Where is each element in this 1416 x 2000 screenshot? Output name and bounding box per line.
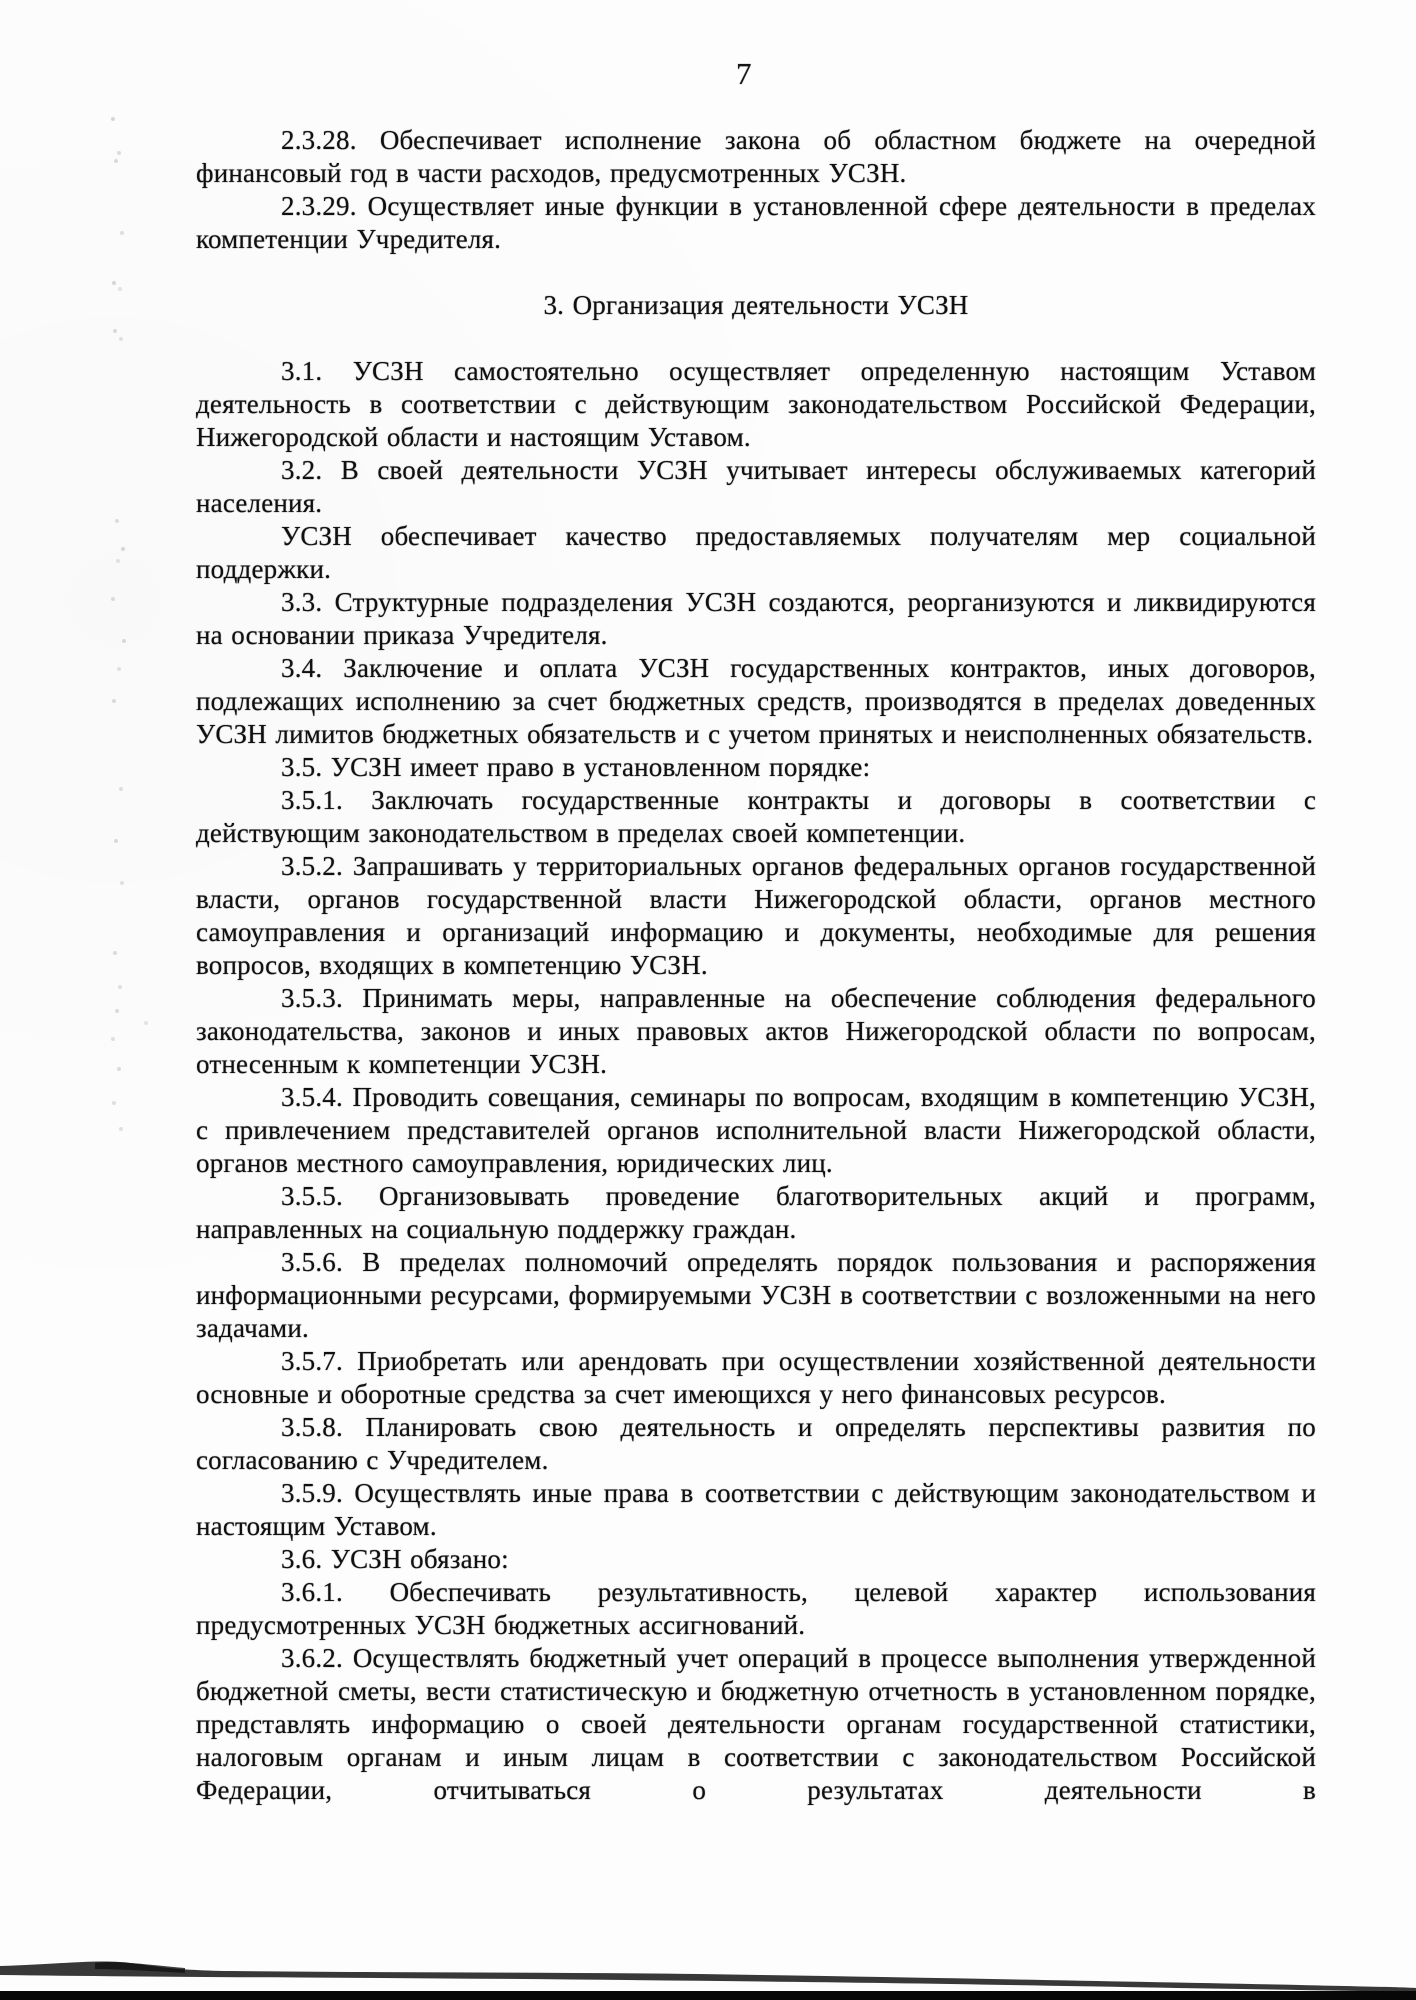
paragraph: 3.5.7. Приобретать или арендовать при осуществлении хозяйственной деятельности основные и оборотные средства за счет имеющихся у него финансовых ресурсов. — [196, 1346, 1316, 1409]
paragraph: 3.4. Заключение и оплата УСЗН государственных контрактов, иных договоров, подлежащих исполнению за счет бюджетных средств, производятся в пределах доведенных УСЗН лимитов бюджетных обязательств и с учетом принятых и неисполненных обязательств. — [196, 653, 1316, 749]
paragraph: 3.3. Структурные подразделения УСЗН создаются, реорганизуются и ликвидируются на основании приказа Учредителя. — [196, 587, 1316, 650]
scan-artifact-bottom-band — [0, 1956, 1416, 2000]
paragraph: 3.2. В своей деятельности УСЗН учитывает интересы обслуживаемых категорий населения. — [196, 455, 1316, 518]
document-body — [196, 124, 1316, 1807]
scan-artifact-streak — [0, 1961, 1416, 1992]
paragraph: 3.5.8. Планировать свою деятельность и определять перспективы развития по согласованию с Учредителем. — [196, 1412, 1316, 1475]
paragraph: 3.5.5. Организовывать проведение благотворительных акций и программ, направленных на социальную поддержку граждан. — [196, 1181, 1316, 1244]
scan-artifact-black-bar — [0, 1991, 1416, 2000]
paragraph: 2.3.28. Обеспечивает исполнение закона об областном бюджете на очередной финансовый год в части расходов, предусмотренных УСЗН. — [196, 125, 1316, 188]
paragraph: 3.5.9. Осуществлять иные права в соответствии с действующим законодательством и настоящим Уставом. — [196, 1478, 1316, 1541]
paragraph: 3.6. УСЗН обязано: — [281, 1544, 509, 1574]
paragraph: 3.6.1. Обеспечивать результативность, целевой характер использования предусмотренных УСЗН бюджетных ассигнований. — [196, 1577, 1316, 1640]
paragraph: 2.3.29. Осуществляет иные функции в установленной сфере деятельности в пределах компетенции Учредителя. — [196, 191, 1316, 254]
paragraph: 3.5.2. Запрашивать у территориальных органов федеральных органов государственной власти, органов государственной власти Нижегородской области, органов местного самоуправления и организаций информацию и документы, необходимые для решения вопросов, входящих в компетенцию УСЗН. — [196, 851, 1316, 980]
paragraph: 3.5.6. В пределах полномочий определять порядок пользования и распоряжения информационными ресурсами, формируемыми УСЗН в соответствии с возложенными на него задачами. — [196, 1247, 1316, 1343]
section-heading: 3. Организация деятельности УСЗН — [543, 290, 969, 320]
scan-noise-speckles — [0, 0, 2, 2]
paragraph: 3.5.3. Принимать меры, направленные на обеспечение соблюдения федерального законодательства, законов и иных правовых актов Нижегородской области по вопросам, отнесенным к компетенции УСЗН. — [196, 983, 1316, 1079]
paragraph: 3.5.4. Проводить совещания, семинары по вопросам, входящим в компетенцию УСЗН, с привлечением представителей органов исполнительной власти Нижегородской области, органов местного самоуправления, юридических лиц. — [196, 1082, 1316, 1178]
page-number: 7 — [736, 56, 752, 91]
paragraph: 3.1. УСЗН самостоятельно осуществляет определенную настоящим Уставом деятельность в соответствии с действующим законодательством Российской Федерации, Нижегородской области и настоящим Уставом. — [196, 356, 1316, 452]
paragraph: 3.5.1. Заключать государственные контракты и договоры в соответствии с действующим законодательством в пределах своей компетенции. — [196, 785, 1316, 848]
paragraph: 3.6.2. Осуществлять бюджетный учет операций в процессе выполнения утвержденной бюджетной сметы, вести статистическую и бюджетную отчетность в установленном порядке, представлять информацию о своей деятельности органам государственной статистики, налоговым органам и иным лицам в соответствии с законодательством Российской Федерации, отчитываться о результатах деятельности в — [196, 1643, 1316, 1805]
paragraph: 3.5. УСЗН имеет право в установленном порядке: — [281, 752, 871, 782]
paragraph: УСЗН обеспечивает качество предоставляемых получателям мер социальной поддержки. — [196, 521, 1316, 584]
